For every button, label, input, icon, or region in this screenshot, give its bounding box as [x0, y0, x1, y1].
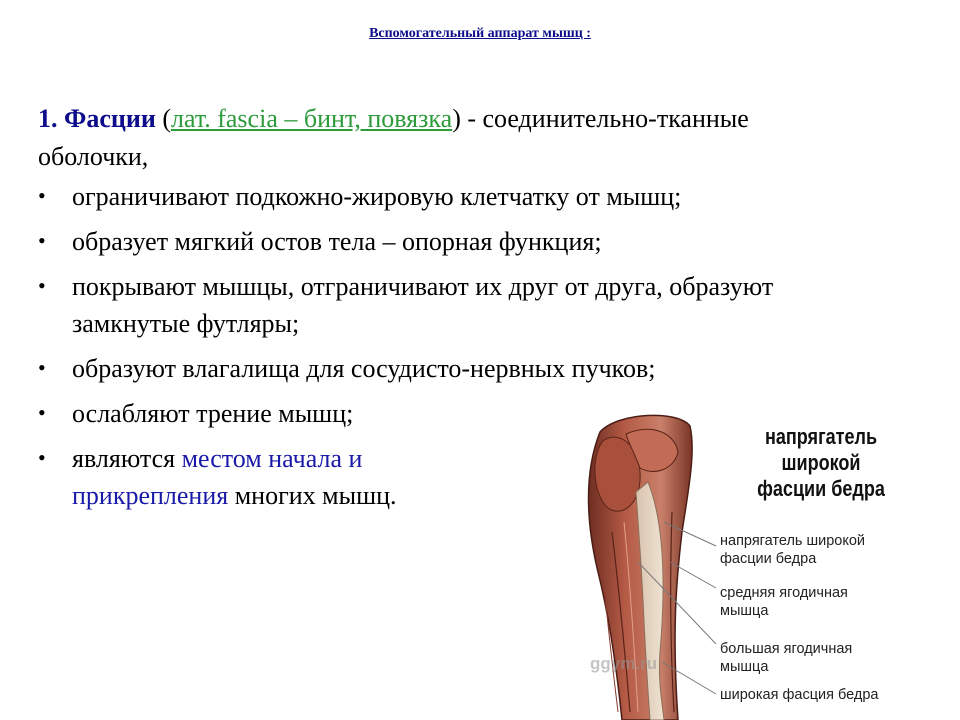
list-item-text: ослабляют трение мышц; — [72, 399, 354, 428]
slide-title: Вспомогательный аппарат мышц : — [369, 26, 591, 41]
watermark: ggym.ru — [590, 654, 658, 673]
bullet-icon: • — [38, 183, 46, 208]
list-item-text: ограничивают подкожно-жировую клетчатку от мышц; — [72, 182, 682, 211]
section-definition: ) - соединительно-тканные оболочки, — [38, 104, 749, 171]
bullet-icon: • — [38, 400, 46, 425]
figure-title: напрягатель широкой фасции бедра — [757, 424, 885, 501]
list-item-text: многих мышц. — [228, 481, 397, 510]
bullet-icon: • — [38, 445, 46, 470]
bullet-icon: • — [38, 355, 46, 380]
list-item — [38, 350, 828, 387]
list-item-text: образуют влагалища для сосудисто-нервных пучков; — [72, 354, 656, 383]
list-item-text: покрывают мышцы, отграничивают их друг от друга, образуют замкнутые футляры; — [72, 272, 774, 338]
highlighted-phrase: местом начала и прикрепления — [72, 444, 363, 510]
label-fascia-lata: широкая фасция бедра — [720, 687, 879, 703]
list-item — [38, 268, 828, 342]
list-item — [38, 178, 828, 215]
section-heading — [38, 100, 838, 176]
label-tensor-fasciae-latae: напрягатель широкой фасции бедра — [720, 533, 866, 567]
bullet-icon: • — [38, 273, 46, 298]
label-gluteus-maximus: большая ягодичная мышца — [720, 641, 853, 675]
label-gluteus-medius: средняя ягодичная мышца — [720, 585, 848, 619]
list-item-text: образует мягкий остов тела – опорная функция; — [72, 227, 602, 256]
paren-open: ( — [155, 104, 171, 133]
list-item-text: являются — [72, 444, 182, 473]
section-term: 1. Фасции — [38, 104, 156, 133]
latin-term-link[interactable]: лат. fascia – бинт, повязка — [170, 104, 453, 133]
bullet-icon: • — [38, 228, 46, 253]
list-item — [38, 223, 828, 260]
list-item — [38, 440, 492, 514]
